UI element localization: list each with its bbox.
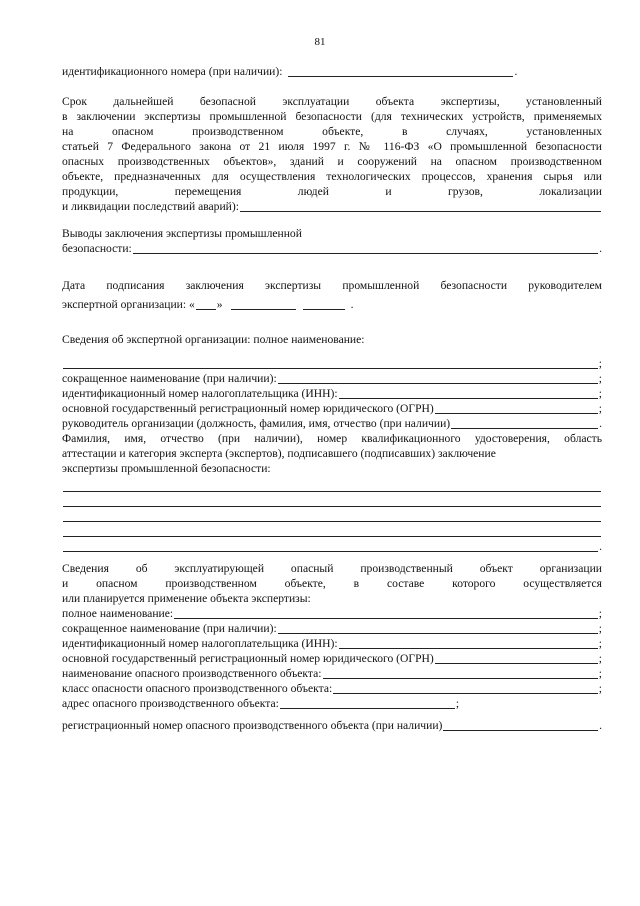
expert-info-field[interactable] [63, 495, 601, 507]
conclusions-title: Выводы заключения экспертизы промышленной [62, 227, 302, 240]
opo-address-line [62, 696, 602, 711]
semicolon: ; [598, 372, 602, 385]
ogrn-line [62, 401, 602, 416]
signing-month-field[interactable] [231, 298, 296, 310]
semicolon: ; [598, 652, 602, 665]
op-full-name-line [62, 606, 602, 621]
opo-regnum-field[interactable] [443, 719, 598, 731]
quote-close: » [216, 298, 223, 311]
opo-class-field[interactable] [333, 682, 598, 694]
ogrn-label: основной государственный регистрационный номер юридического (ОГРН) [62, 402, 434, 415]
opo-address-field[interactable] [280, 697, 455, 709]
period: . [514, 65, 518, 78]
opo-address-label: адрес опасного производственного объекта: [62, 697, 279, 710]
service-life-field[interactable] [240, 200, 601, 212]
period: . [599, 242, 602, 255]
expert-org-head-field[interactable] [451, 417, 598, 429]
inn-line [62, 386, 602, 401]
service-life-text-line: Срок дальнейшей безопасной эксплуатации объекта экспертизы, установленный [62, 95, 602, 108]
identification-number-label: идентификационного номера (при наличии): [62, 65, 283, 78]
conclusions-label: безопасности: [62, 242, 132, 255]
expert-blank-line [62, 494, 602, 509]
page-number: 81 [314, 36, 326, 48]
operating-org-text-line: или планируется применение объекта экспертизы: [62, 592, 311, 605]
signing-date-label: экспертной организации: « [62, 298, 195, 311]
op-inn-line [62, 636, 602, 651]
operating-org-text-line: и опасном производственном объекте, в составе которого осуществляется [62, 577, 602, 590]
expert-org-ogrn-field[interactable] [435, 402, 598, 414]
expert-text-line: Фамилия, имя, отчество (при наличии), номер квалификационного удостоверения, область [62, 432, 602, 445]
expert-blank-line [62, 479, 602, 494]
full-name-line [62, 356, 602, 371]
semicolon: ; [598, 402, 602, 415]
identification-number-line [62, 64, 602, 79]
head-line [62, 416, 602, 431]
service-life-text-line: в заключении экспертизы промышленной безопасности (для технических устройств, применяемых [62, 110, 602, 123]
opo-name-line [62, 666, 602, 681]
semicolon: ; [598, 637, 602, 650]
op-ogrn-field[interactable] [435, 652, 598, 664]
service-life-field-line [62, 199, 602, 214]
opo-name-label: наименование опасного производственного объекта: [62, 667, 322, 680]
signing-date-text: Дата подписания заключения экспертизы промышленной безопасности руководителем [62, 279, 602, 292]
op-inn-field[interactable] [339, 637, 598, 649]
opo-regnum-label: регистрационный номер опасного производственного объекта (при наличии) [62, 719, 443, 732]
signing-date-line [62, 297, 602, 312]
op-inn-label: идентификационный номер налогоплательщика (ИНН): [62, 637, 338, 650]
service-life-section [62, 94, 602, 214]
conclusions-field-line [62, 241, 602, 256]
op-short-name-label: сокращенное наименование (при наличии): [62, 622, 277, 635]
expert-info-field[interactable] [63, 525, 601, 537]
period: . [599, 417, 602, 430]
identification-number-field[interactable] [288, 65, 513, 77]
signing-date-section [62, 278, 602, 312]
semicolon: ; [598, 607, 602, 620]
service-life-text-line: объекте, предназначенных для осуществления технологических процессов, хранения сырья или [62, 170, 602, 183]
operating-organization-section [62, 561, 602, 733]
conclusions-section [62, 226, 602, 256]
identification-number-section [62, 64, 602, 79]
expert-blank-line [62, 524, 602, 539]
opo-class-label: класс опасности опасного производственного объекта: [62, 682, 333, 695]
expert-blank-line [62, 509, 602, 524]
service-life-text-line: статьей 7 Федерального закона от 21 июля 1997 г. № 116-ФЗ «О промышленной безопасности [62, 140, 602, 153]
inn-label: идентификационный номер налогоплательщика (ИНН): [62, 387, 338, 400]
opo-name-field[interactable] [323, 667, 598, 679]
semicolon: ; [455, 697, 460, 710]
signing-day-field[interactable] [196, 298, 216, 310]
head-label: руководитель организации (должность, фамилия, имя, отчество (при наличии) [62, 417, 451, 430]
signing-year-field[interactable] [303, 298, 345, 310]
op-short-name-line [62, 621, 602, 636]
expert-text-line: экспертизы промышленной безопасности: [62, 462, 271, 475]
semicolon: ; [598, 682, 602, 695]
opo-regnum-line [62, 718, 602, 733]
semicolon: ; [598, 622, 602, 635]
expert-text-line: аттестации и категория эксперта (экспертов), подписавшего (подписавших) заключение [62, 447, 496, 460]
operating-org-text-line: Сведения об эксплуатирующей опасный производственный объект организации [62, 562, 602, 575]
op-ogrn-line [62, 651, 602, 666]
op-full-name-label: полное наименование: [62, 607, 174, 620]
service-life-text-line: опасных производственных объектов», зданий и сооружений на опасном производственном [62, 155, 602, 168]
period: . [599, 719, 602, 732]
op-full-name-field[interactable] [174, 607, 598, 619]
expert-organization-section [62, 332, 602, 554]
expert-org-inn-field[interactable] [339, 387, 598, 399]
short-name-label: сокращенное наименование (при наличии): [62, 372, 277, 385]
expert-org-full-name-field[interactable] [63, 357, 598, 369]
short-name-line [62, 371, 602, 386]
op-ogrn-label: основной государственный регистрационный номер юридического (ОГРН) [62, 652, 434, 665]
expert-info-field[interactable] [63, 510, 601, 522]
opo-class-line [62, 681, 602, 696]
op-short-name-field[interactable] [278, 622, 598, 634]
expert-blank-line [62, 539, 602, 554]
period: . [350, 298, 354, 311]
expert-organization-title: Сведения об экспертной организации: полное наименование: [62, 333, 365, 346]
conclusions-field[interactable] [133, 242, 598, 254]
service-life-text-line: на опасном производственном объекте, в случаях, установленных [62, 125, 602, 138]
semicolon: ; [598, 357, 602, 370]
expert-org-short-name-field[interactable] [278, 372, 598, 384]
semicolon: ; [598, 387, 602, 400]
expert-info-field[interactable] [63, 540, 598, 552]
semicolon: ; [598, 667, 602, 680]
service-life-label: и ликвидации последствий аварий): [62, 200, 239, 213]
service-life-text-line: продукции, перемещения людей и грузов, локализации [62, 185, 602, 198]
period: . [599, 540, 602, 553]
expert-info-field[interactable] [63, 480, 601, 492]
